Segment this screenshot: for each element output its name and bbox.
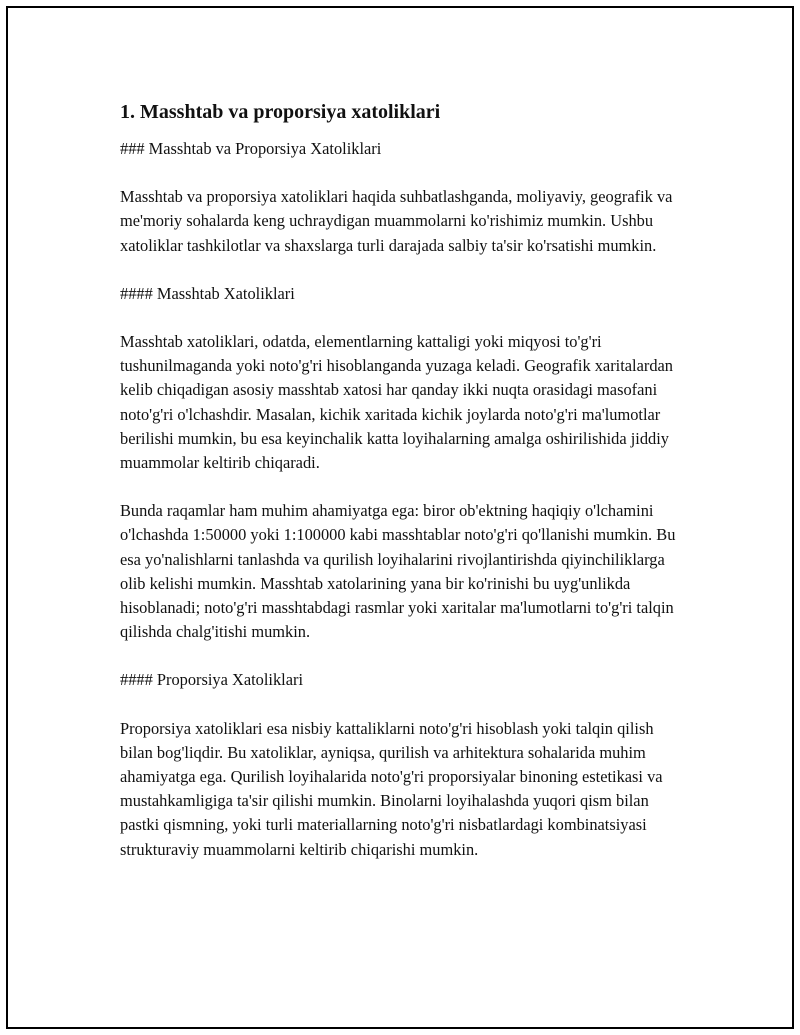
proportion-errors-paragraph: Proporsiya xatoliklari esa nisbiy kattaliklarni noto'g'ri hisoblash yoki talqin qilish bilan bog'liqdir. Bu xatoliklar, ayniqsa, qurilish va arhitektura sohalarida muhim ahamiyatga ega. Qurilish loyihalarida noto'g'ri proporsiyalar binoning estetikasi va mustahkamligiga ta'sir qilishi mumkin. Binolarni loyihalashda yuqori qism bilan pastki qismning, yoki turli materiallarning noto'g'ri nisbatlardagi kombinatsiyasi strukturaviy muammolarni keltirib chiqarishi mumkin. <box>120 718 663 859</box>
markdown-heading-proportion-errors: #### Proporsiya Xatoliklari <box>120 670 304 690</box>
page-frame <box>6 6 794 1029</box>
page-title: 1. Masshtab va proporsiya xatoliklari <box>120 101 441 123</box>
scale-errors-paragraph-2: Bunda raqamlar ham muhim ahamiyatga ega: biror ob'ektning haqiqiy o'lchamini o'lchashda 1:50000 yoki 1:100000 kabi masshtablar noto'g'ri qo'llanishi mumkin. Bu esa yo'nalishlarni tanlashda va qurilish loyihalarini rivojlantirishda qiyinchiliklarga olib kelishi mumkin. Masshtab xatolarining yana bir ko'rinishi bu uyg'unlikda hisoblanadi; noto'g'ri masshtabdagi rasmlar yoki xaritalar ma'lumotlarni to'g'ri talqin qilishda chalg'itishi mumkin. <box>120 501 676 642</box>
intro-paragraph: Masshtab va proporsiya xatoliklari haqida suhbatlashganda, moliyaviy, geografik va me'moriy sohalarda keng uchraydigan muammolarni ko'rishimiz mumkin. Ushbu xatoliklar tashkilotlar va shaxslarga turli darajada salbiy ta'sir ko'rsatishi mumkin. <box>120 187 673 255</box>
scale-errors-paragraph-1: Masshtab xatoliklari, odatda, elementlarning kattaligi yoki miqyosi to'g'ri tushunilmaganda yoki noto'g'ri hisoblanganda yuzaga keladi. Geografik xaritalardan kelib chiqadigan asosiy masshtab xatosi har qanday ikki nuqta orasidagi masofani noto'g'ri o'lchashdir. Masalan, kichik xaritada kichik joylarda noto'g'ri ma'lumotlar berilishi mumkin, bu esa keyinchalik katta loyihalarning amalga oshirilishida jiddiy muammolar keltirib chiqaradi. <box>120 332 673 473</box>
markdown-heading-main: ### Masshtab va Proporsiya Xatoliklari <box>120 139 382 158</box>
document-body <box>120 98 680 886</box>
markdown-heading-scale-errors: #### Masshtab Xatoliklari <box>120 283 295 303</box>
